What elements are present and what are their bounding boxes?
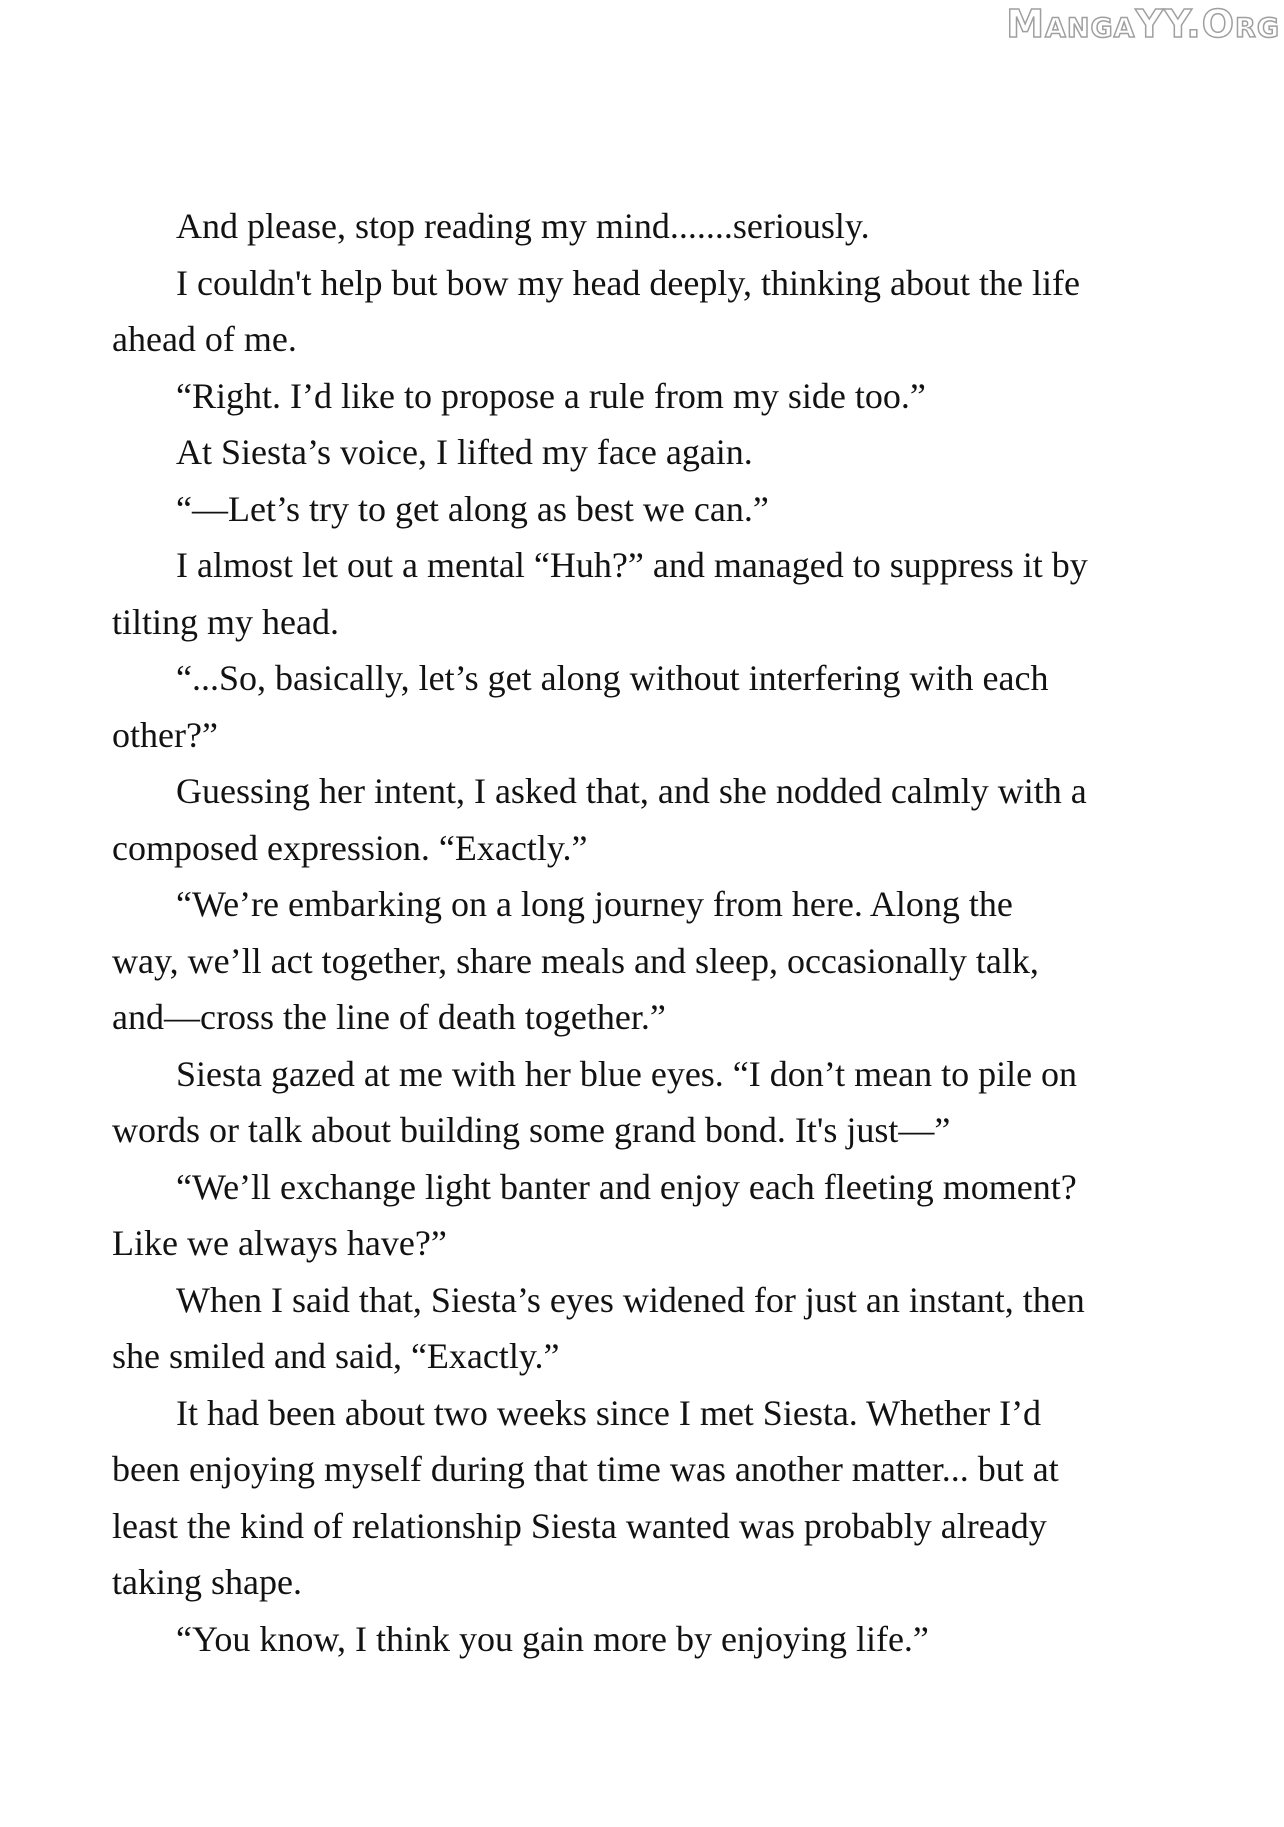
text-line: other?” [112,714,218,755]
text-line: “You know, I think you gain more by enjoying life.” [176,1618,929,1659]
text-line: I couldn't help but bow my head deeply, thinking about the life [176,262,1080,303]
text-line: taking shape. [112,1562,302,1602]
text-line: “—Let’s try to get along as best we can.” [176,488,769,529]
text-line: “We’ll exchange light banter and enjoy each fleeting moment? [176,1166,1077,1207]
text-line: And please, stop reading my mind.......seriously. [176,206,870,246]
text-line: ahead of me. [112,319,297,359]
text-line: “...So, basically, let’s get along without interfering with each [176,658,1049,698]
text-line: Guessing her intent, I asked that, and she nodded calmly with a [176,771,1087,811]
text-line: At Siesta’s voice, I lifted my face again. [176,432,753,472]
text-line: composed expression. “Exactly.” [112,827,588,868]
text-line: I almost let out a mental “Huh?” and managed to suppress it by [176,545,1088,585]
text-line: tilting my head. [112,601,339,642]
text-line: least the kind of relationship Siesta wanted was probably already [112,1505,1047,1546]
text-line: she smiled and said, “Exactly.” [112,1336,560,1376]
text-line: been enjoying myself during that time was another matter... but at [112,1449,1059,1489]
text-line: Siesta gazed at me with her blue eyes. “I don’t mean to pile on [176,1053,1078,1094]
text-line: words or talk about building some grand bond. It's just—” [112,1110,951,1150]
text-line: It had been about two weeks since I met Siesta. Whether I’d [176,1392,1042,1433]
body-text [112,198,1178,1667]
site-watermark: MangaYY.Org [1006,2,1280,46]
text-line: and—cross the line of death together.” [112,997,666,1037]
text-line: way, we’ll act together, share meals and sleep, occasionally talk, [112,940,1039,981]
text-line: Like we always have?” [112,1223,447,1263]
text-line: “Right. I’d like to propose a rule from my side too.” [176,375,926,416]
text-line: When I said that, Siesta’s eyes widened for just an instant, then [176,1279,1085,1320]
text-line: “We’re embarking on a long journey from here. Along the [176,884,1013,924]
